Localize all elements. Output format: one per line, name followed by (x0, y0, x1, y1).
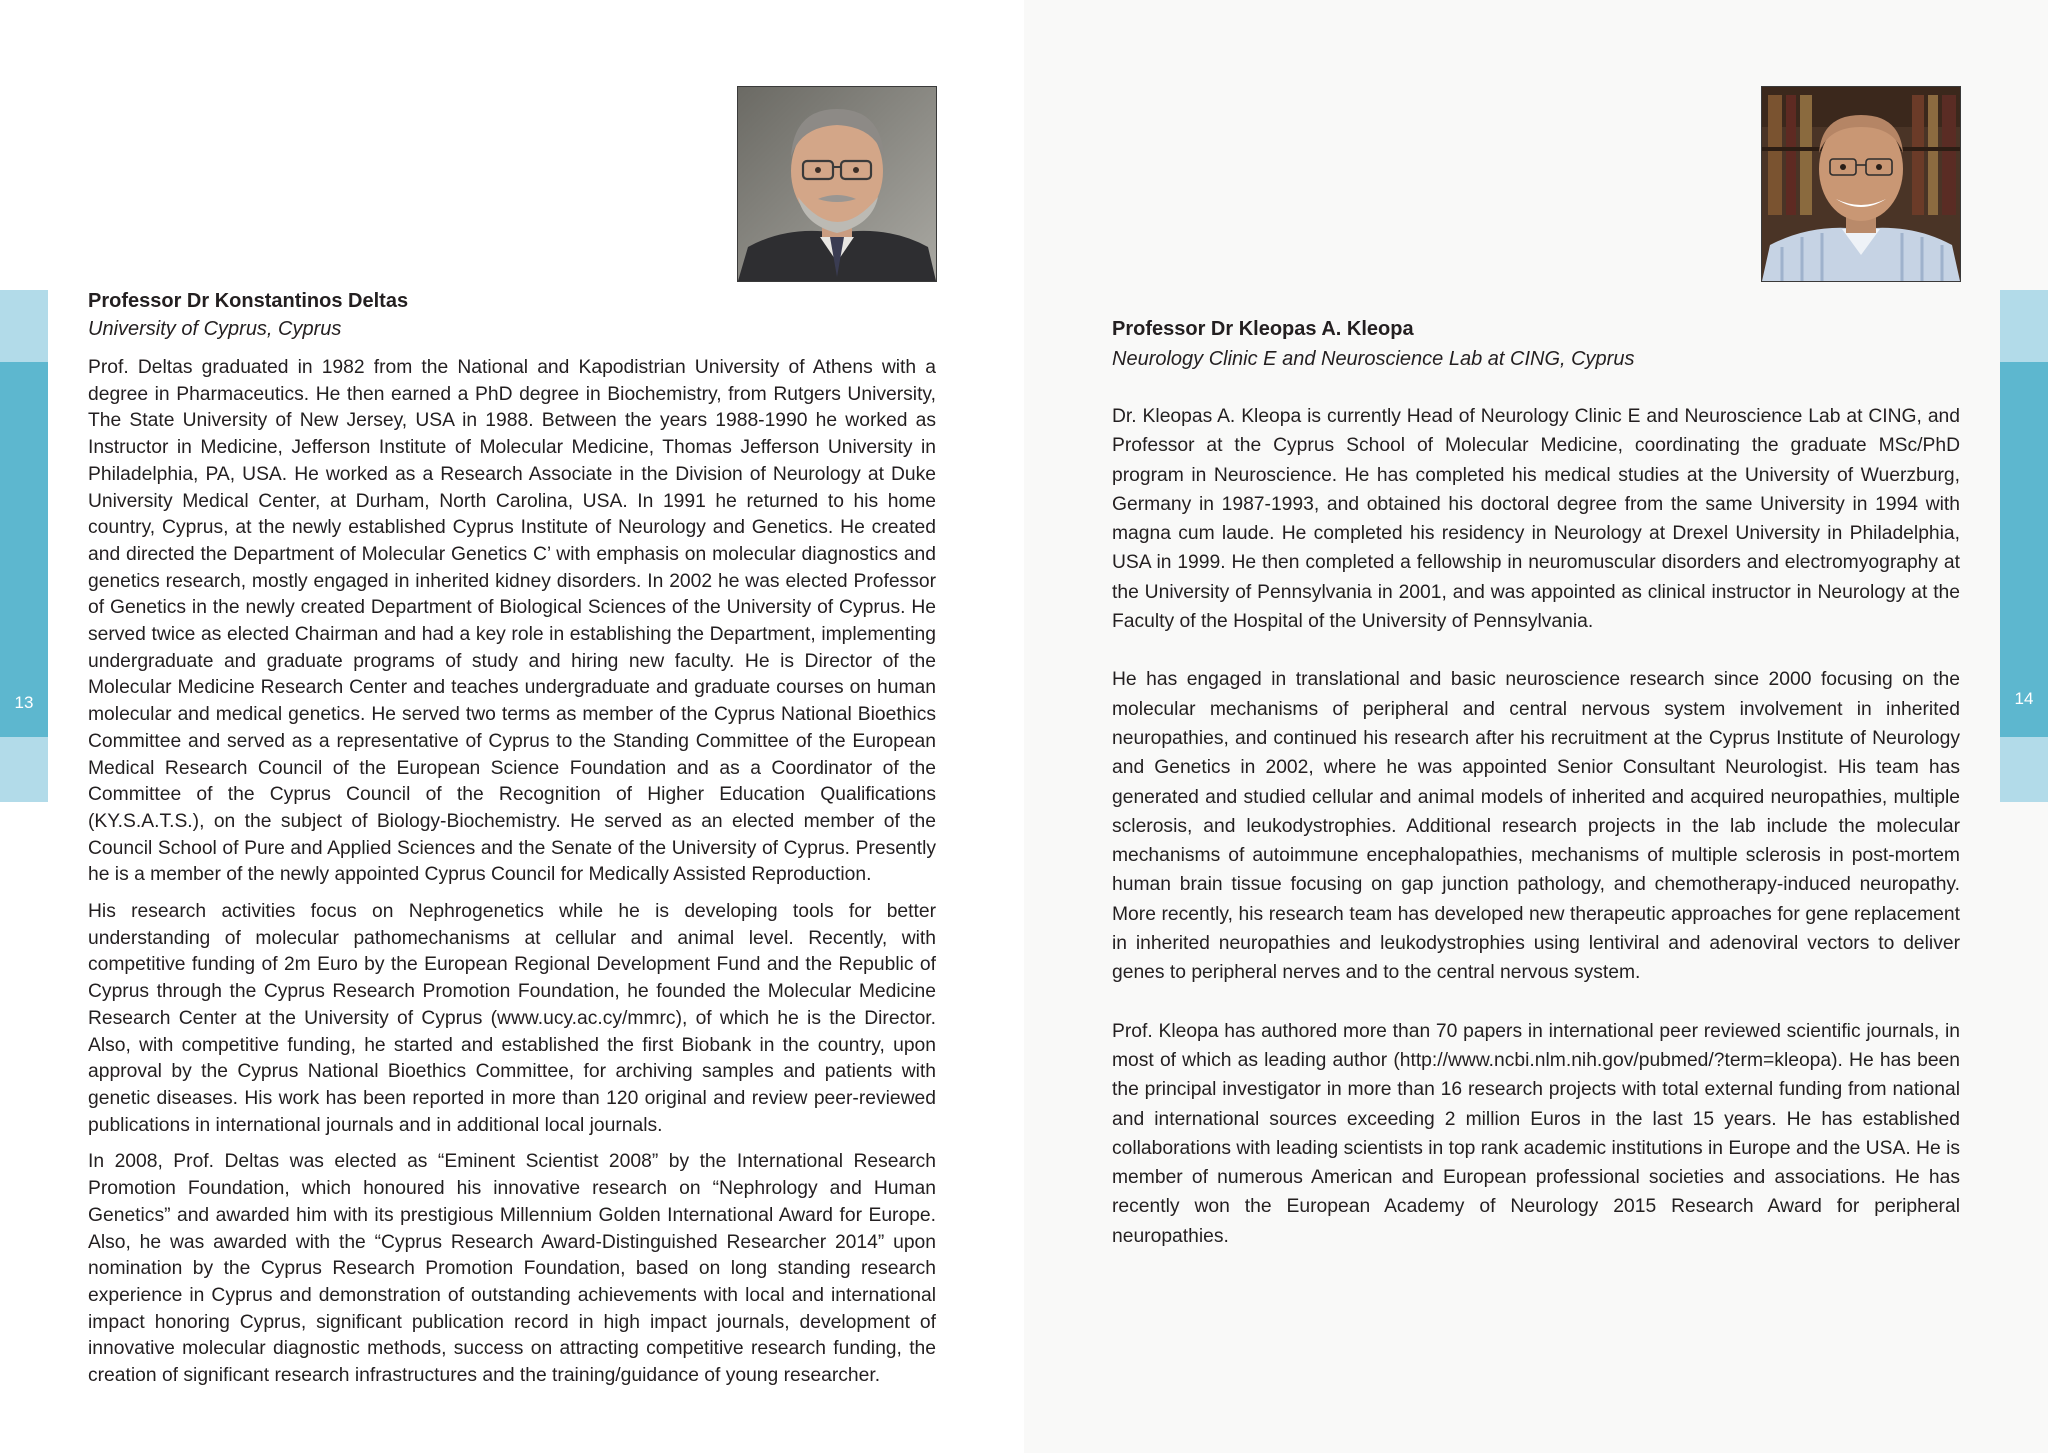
tab-light-segment (0, 737, 48, 802)
tab-light-segment (2000, 290, 2048, 362)
portrait-photo-kleopa (1761, 86, 1961, 282)
profile-bio (88, 355, 936, 1400)
bio-paragraph: Prof. Kleopa has authored more than 70 papers in international peer reviewed scientific journals, in most of which as leading author (http://www.ncbi.nlm.nih.gov/pubmed/?term=kleopa). He has been the principal investigator in more than 16 research projects with total external funding from national and international sources exceeding 2 million Euros in the last 15 years. He has established collaborations with leading scientists in top rank academic institutions in Europe and the USA. He is member of numerous American and European professional societies and associations. He has recently won the European Academy of Neurology 2015 Research Award for peripheral neuropathies. (1112, 1020, 1960, 1247)
bio-paragraph: Dr. Kleopas A. Kleopa is currently Head of Neurology Clinic E and Neuroscience Lab at CING, and Professor at the Cyprus School of Molecular Medicine, coordinating the graduate MSc/PhD program in Neuroscience. He has completed his medical studies at the University of Wuerzburg, Germany in 1987-1993, and obtained his doctoral degree from the same University in 1994 with magna cum laude. He completed his residency in Neurology at Drexel University in Philadelphia, USA in 1999. He then completed a fellowship in neuromuscular disorders and electromyography at the University of Pennsylvania in 2001, and was appointed as clinical instructor in Neurology at the Faculty of the Hospital of the University of Pennsylvania. (1112, 406, 1960, 633)
profile-bio (1112, 402, 1960, 1280)
profile-name: Professor Dr Kleopas A. Kleopa (1112, 318, 1414, 340)
page-number: 14 (2014, 689, 2034, 708)
bio-paragraph: His research activities focus on Nephrogenetics while he is developing tools for better understanding of molecular pathomechanisms at cellular and animal level. Recently, with competitive funding of 2m Euro by the European Regional Development Fund and the Republic of Cyprus through the Cyprus Research Promotion Foundation, he founded the Molecular Medicine Research Center at the University of Cyprus (www.ucy.ac.cy/mmrc), of which he is the Director. Also, with competitive funding, he started and established the first Biobank in the country, upon approval by the Cyprus National Bioethics Committee, for archiving samples and patients with genetic diseases. His work has been reported in more than 120 original and review peer-reviewed publications in international journals and in additional local journals. (88, 901, 936, 1136)
profile-affiliation: University of Cyprus, Cyprus (88, 318, 342, 340)
portrait-photo-deltas (737, 86, 937, 282)
page-number: 13 (14, 693, 34, 712)
profile-affiliation: Neurology Clinic E and Neuroscience Lab at CING, Cyprus (1112, 348, 1635, 370)
bio-paragraph: He has engaged in translational and basic neuroscience research since 2000 focusing on the molecular mechanisms of peripheral and central nervous system involvement in inherited neuropathies, and continued his research after his recruitment at the Cyprus Institute of Neurology and Genetics in 2002, where he was appointed Senior Consultant Neurologist. His team has generated and studied cellular and animal models of inherited and acquired neuropathies, multiple sclerosis, and leukodystrophies. Additional research projects in the lab include the molecular mechanisms of autoimmune encephalopathies, mechanisms of multiple sclerosis in post-mortem human brain tissue focusing on gap junction pathology, and chemotherapy-induced neuropathy. More recently, his research team has developed new therapeutic approaches for gene replacement in inherited neuropathies and leukodystrophies using lentiviral and adenoviral vectors to deliver genes to peripheral nerves and to the central nervous system. (1112, 669, 1960, 984)
profile-name: Professor Dr Konstantinos Deltas (88, 290, 409, 312)
portrait-deltas-image (738, 87, 936, 281)
tab-dark-segment (2000, 362, 2048, 737)
bio-paragraph: Prof. Deltas graduated in 1982 from the National and Kapodistrian University of Athens with a degree in Pharmaceutics. He then earned a PhD degree in Biochemistry, from Rutgers University, The State University of New Jersey, USA in 1988. Between the years 1988-1990 he worked as Instructor in Medicine, Jefferson Institute of Molecular Medicine, Thomas Jefferson University in Philadelphia, PA, USA. He worked as a Research Associate in the Division of Neurology at Duke University Medical Center, at Durham, North Carolina, USA. In 1991 he returned to his home country, Cyprus, at the newly established Cyprus Institute of Neurology and Genetics. He created and directed the Department of Molecular Genetics C’ with emphasis on molecular diagnostics and genetics research, mostly engaged in inherited kidney disorders. In 2002 he was elected Professor of Genetics in the newly created Department of Biological Sciences of the University of Cyprus. He served twice as elected Chairman and had a key role in establishing the Department, implementing undergraduate and graduate programs of study and hiring new faculty. He is Director of the Molecular Medicine Research Center and teaches undergraduate and graduate courses on human molecular and medical genetics. He served two terms as member of the Cyprus National Bioethics Committee and served as a representative of Cyprus to the Standing Committee of the European Medical Research Council of the European Science Foundation and as a Coordinator of the Committee of the Cyprus Council of the Recognition of Higher Education Qualifications (KY.S.A.T.S.), on the subject of Biology-Biochemistry. He served as an elected member of the Council School of Pure and Applied Sciences and the Senate of the University of Cyprus. Presently he is a member of the newly appointed Cyprus Council for Medically Assisted Reproduction. (88, 357, 936, 886)
tab-light-segment (0, 290, 48, 362)
bio-paragraph: In 2008, Prof. Deltas was elected as “Eminent Scientist 2008” by the International Research Promotion Foundation, which honoured his innovative research on “Nephrology and Human Genetics” and awarded him with its prestigious Millennium Golden International Award for Europe. Also, he was awarded with the “Cyprus Research Award-Distinguished Researcher 2014” upon nomination by the Cyprus Research Promotion Foundation, based on long standing research experience in Cyprus and demonstration of outstanding achievements with local and international impact honoring Cyprus, significant publication record in high impact journals, development of innovative molecular diagnostic methods, success on attracting competitive research funding, the creation of significant research infrastructures and the training/guidance of young researcher. (88, 1151, 936, 1387)
tab-dark-segment (0, 362, 48, 737)
portrait-kleopa-image (1762, 87, 1960, 281)
tab-light-segment (2000, 737, 2048, 802)
